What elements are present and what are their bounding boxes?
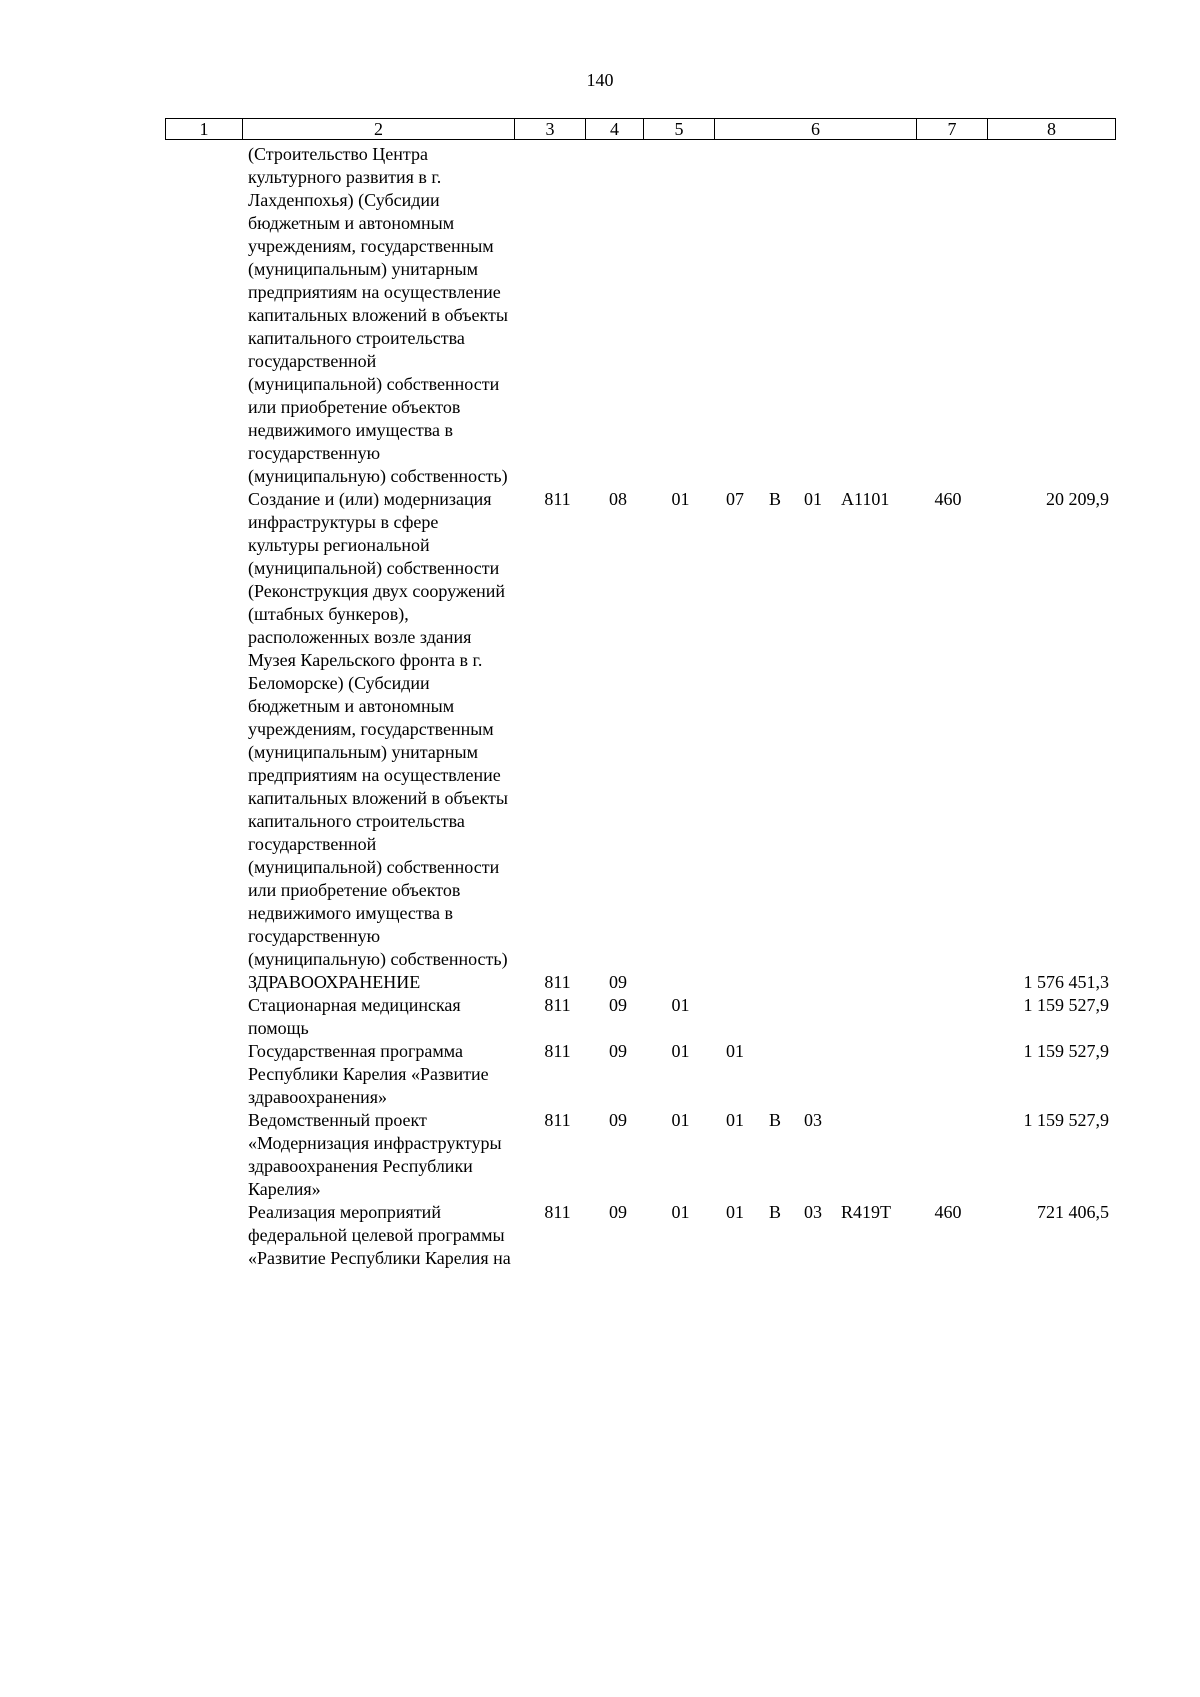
table-row <box>165 1040 1115 1109</box>
column-number-header <box>165 118 1116 140</box>
row-pr: 01 <box>671 489 690 509</box>
row-pp: В <box>768 489 781 509</box>
row-ved: 811 <box>544 1041 571 1061</box>
row-ved: 811 <box>544 489 571 509</box>
row-rz: 09 <box>609 972 627 992</box>
row-name: (Строительство Центра культурного развития в г. Лахденпохья) (Субсидии бюджетным и автономным учреждениям, государственным (муниципальным) унитарным предприятиям на осуществление капитальных вложений в объекты капитального строительства государственной (муниципальной) собственности или приобретение объектов недвижимого имущества в государственную (муниципальную) собственность) <box>248 144 508 486</box>
table-row <box>165 488 1115 971</box>
row-pp: В <box>768 1202 781 1222</box>
header-col-4: 4 <box>586 119 644 140</box>
row-osn: 03 <box>804 1202 822 1222</box>
row-pr: 01 <box>671 995 690 1015</box>
table-row <box>165 143 1115 488</box>
row-name: ЗДРАВООХРАНЕНИЕ <box>248 972 421 992</box>
row-pp: В <box>768 1110 781 1130</box>
table-row <box>165 994 1115 1040</box>
row-pr: 01 <box>671 1202 690 1222</box>
row-rz: 09 <box>609 1202 627 1222</box>
row-napr: R419Т <box>841 1202 892 1222</box>
row-napr: А1101 <box>841 489 890 509</box>
row-rz: 09 <box>609 1110 627 1130</box>
row-prog: 01 <box>726 1041 744 1061</box>
row-name: Реализация мероприятий федеральной целевой программы «Развитие Республики Карелия на <box>248 1202 511 1268</box>
row-sum: 1 159 527,9 <box>1023 1041 1109 1061</box>
row-sum: 721 406,5 <box>1037 1202 1109 1222</box>
row-sum: 20 209,9 <box>1046 489 1109 509</box>
header-col-3: 3 <box>515 119 586 140</box>
row-sum: 1 159 527,9 <box>1023 1110 1109 1130</box>
row-prog: 01 <box>726 1110 744 1130</box>
row-vr: 460 <box>934 489 962 509</box>
row-prog: 07 <box>726 489 744 509</box>
table-row <box>165 971 1115 994</box>
row-rz: 08 <box>609 489 627 509</box>
header-col-8: 8 <box>988 119 1116 140</box>
row-vr: 460 <box>934 1202 962 1222</box>
header-col-7: 7 <box>917 119 988 140</box>
row-name: Стационарная медицинская помощь <box>248 995 461 1038</box>
header-col-2: 2 <box>243 119 515 140</box>
table-row <box>165 1109 1115 1201</box>
row-sum: 1 576 451,3 <box>1023 972 1109 992</box>
row-sum: 1 159 527,9 <box>1023 995 1109 1015</box>
row-rz: 09 <box>609 995 627 1015</box>
row-rz: 09 <box>609 1041 627 1061</box>
row-osn: 01 <box>804 489 822 509</box>
header-col-1: 1 <box>166 119 243 140</box>
header-row <box>166 119 1116 140</box>
table-row <box>165 1201 1115 1270</box>
row-name: Государственная программа Республики Карелия «Развитие здравоохранения» <box>248 1041 489 1107</box>
budget-table-body <box>165 143 1115 1270</box>
row-pr: 01 <box>671 1110 690 1130</box>
row-pr: 01 <box>671 1041 690 1061</box>
header-col-5: 5 <box>644 119 715 140</box>
row-osn: 03 <box>804 1110 822 1130</box>
row-prog: 01 <box>726 1202 744 1222</box>
row-name: Ведомственный проект «Модернизация инфраструктуры здравоохранения Республики Карелия» <box>248 1110 502 1199</box>
row-ved: 811 <box>544 972 571 992</box>
row-name: Создание и (или) модернизация инфраструктуры в сфере культуры региональной (муниципальной) собственности (Реконструкция двух сооружений (штабных бункеров), расположенных возле здания Музея Карельского фронта в г. Беломорске) (Субсидии бюджетным и автономным учреждениям, государственным (муниципальным) унитарным предприятиям на осуществление капитальных вложений в объекты капитального строительства государственной (муниципальной) собственности или приобретение объектов недвижимого имущества в государственную (муниципальную) собственность) <box>248 489 508 969</box>
header-col-6: 6 <box>715 119 917 140</box>
page-number: 140 <box>586 70 614 90</box>
row-ved: 811 <box>544 995 571 1015</box>
row-ved: 811 <box>544 1110 571 1130</box>
row-ved: 811 <box>544 1202 571 1222</box>
